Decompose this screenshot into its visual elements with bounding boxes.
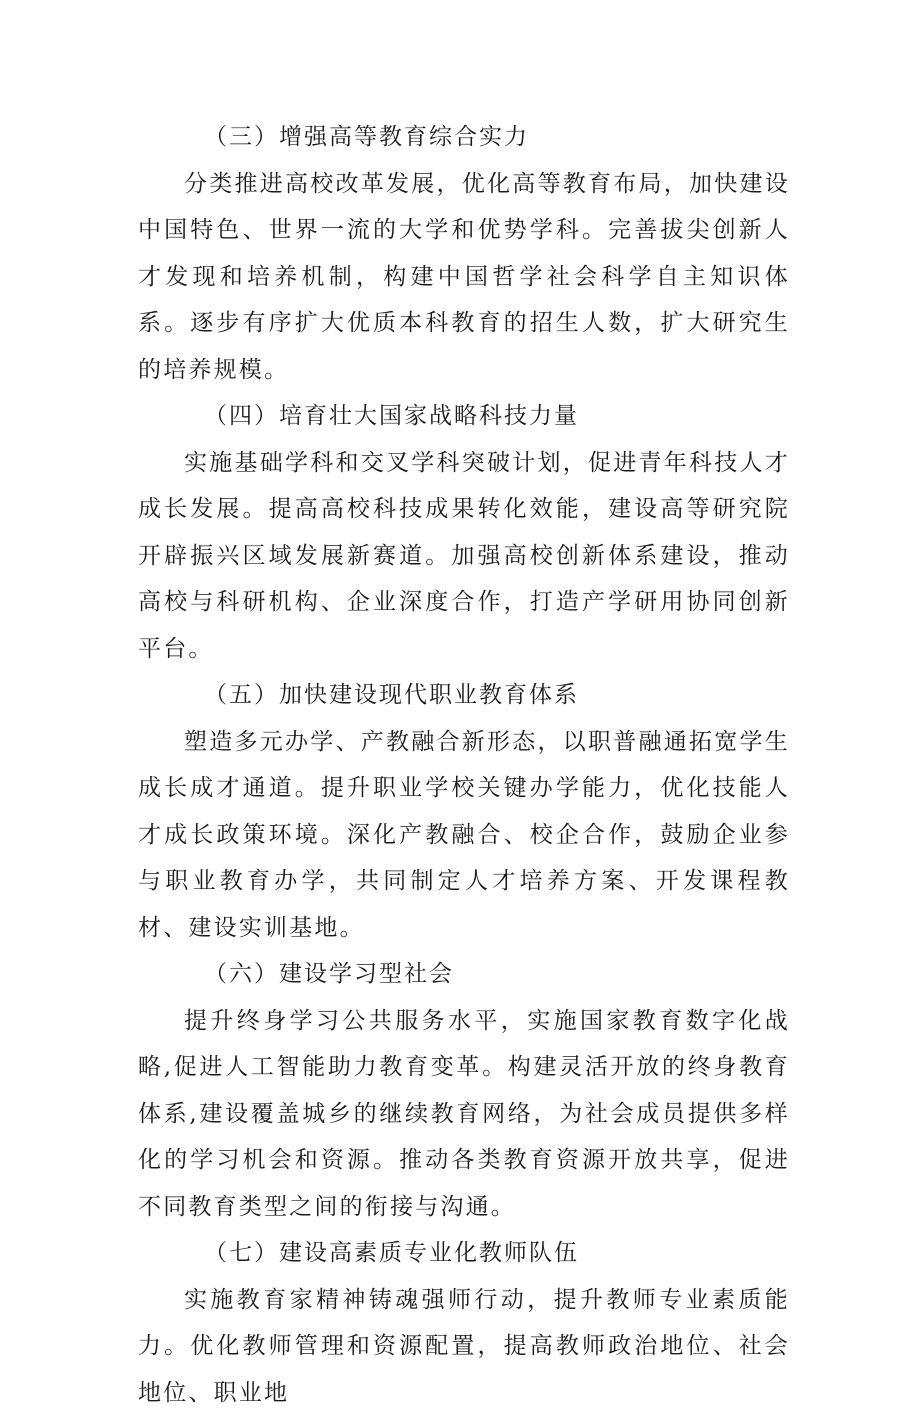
section-heading-5: （五）加快建设现代职业教育体系 [138,672,790,719]
section-paragraph-4: 实施基础学科和交叉学科突破计划，促进青年科技人才成长发展。提高高校科技成果转化效能，建设高等研究院开辟振兴区域发展新赛道。加强高校创新体系建设，推动高校与科研机构、企业深度合作，打造产学研用协同创新平台。 [138,440,790,673]
section-paragraph-6: 提升终身学习公共服务水平，实施国家教育数字化战略,促进人工智能助力教育变革。构建灵活开放的终身教育体系,建设覆盖城乡的继续教育网络，为社会成员提供多样化的学习机会和资源。推动各类教育资源开放共享，促进不同教育类型之间的衔接与沟通。 [138,998,790,1231]
section-heading-7: （七）建设高素质专业化教师队伍 [138,1230,790,1277]
section-heading-6: （六）建设学习型社会 [138,951,790,998]
section-heading-3: （三）增强高等教育综合实力 [138,114,790,161]
section-paragraph-7: 实施教育家精神铸魂强师行动，提升教师专业素质能力。优化教师管理和资源配置，提高教师政治地位、社会地位、职业地 [138,1277,790,1416]
document-body [138,114,790,1416]
section-heading-4: （四）培育壮大国家战略科技力量 [138,393,790,440]
section-paragraph-3: 分类推进高校改革发展，优化高等教育布局，加快建设中国特色、世界一流的大学和优势学科。完善拔尖创新人才发现和培养机制，构建中国哲学社会科学自主知识体系。逐步有序扩大优质本科教育的招生人数，扩大研究生的培养规模。 [138,161,790,394]
section-paragraph-5: 塑造多元办学、产教融合新形态，以职普融通拓宽学生成长成才通道。提升职业学校关键办学能力，优化技能人才成长政策环境。深化产教融合、校企合作，鼓励企业参与职业教育办学，共同制定人才培养方案、开发课程教材、建设实训基地。 [138,719,790,952]
